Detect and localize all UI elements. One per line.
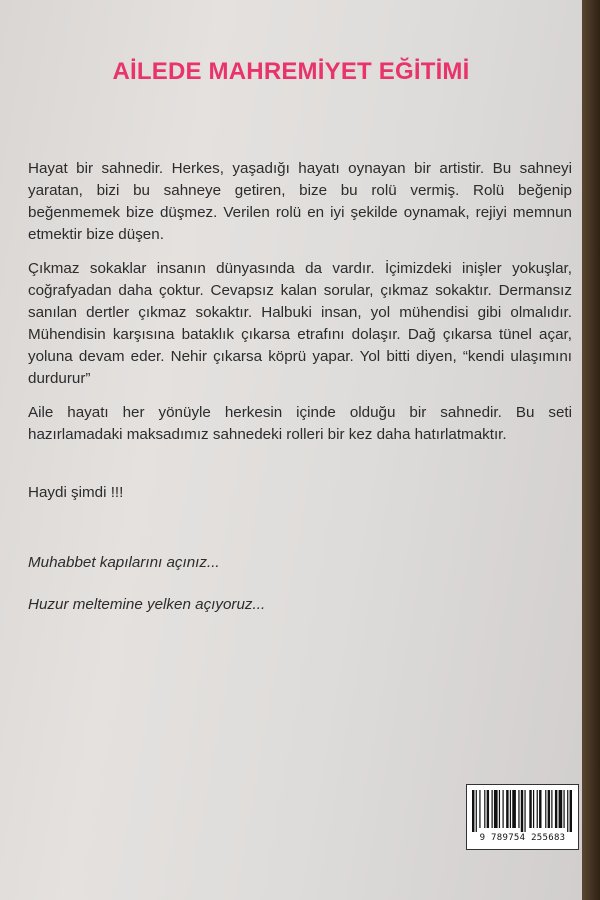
barcode-bar <box>484 790 485 828</box>
barcode-bar <box>476 790 477 832</box>
barcode-bar <box>537 790 538 828</box>
barcode-bar <box>492 790 493 828</box>
barcode-bar <box>570 790 572 832</box>
blurb-paragraph-3: Aile hayatı her yönüyle herkesin içinde olduğu bir sahnedir. Bu seti hazırlamadaki maksadımız sahnedeki rolleri bir kez daha hatırlatmaktır. <box>28 404 572 443</box>
barcode-bar <box>524 790 525 832</box>
barcode-bar <box>487 790 489 828</box>
barcode-icon <box>472 790 572 832</box>
barcode-bar <box>533 790 534 828</box>
barcode-bar <box>539 790 541 828</box>
barcode-bar <box>529 790 531 828</box>
blurb-paragraph-2: Çıkmaz sokaklar insanın dünyasında da vardır. İçimizdeki inişler yokuşlar, coğrafyadan daha çoktur. Cevapsız kalan sorular, çıkmaz sokaktır. Dermansız sanılan dertler çıkmaz sokaktır. Halbuki insan, yol mühendisi gibi olmalıdır. Mühendisin karşısına bataklık çıkarsa etrafını dolaşır. Dağ çıkarsa tünel açar, yoluna devam eder. Nehir çıkarsa köprü yapar. Yol bitti diyen, “kendi ulaşımını durdurur” <box>28 260 572 387</box>
book-title: AİLEDE MAHREMİYET EĞİTİMİ <box>112 58 470 85</box>
barcode-bar <box>548 790 550 828</box>
isbn-number: 9 789754 255683 <box>479 833 566 843</box>
barcode-bar <box>502 790 503 828</box>
barcode-bar <box>472 790 474 832</box>
barcode-bar <box>567 790 568 832</box>
barcode-bar <box>494 790 498 828</box>
barcode-bar <box>518 790 519 828</box>
barcode-bar <box>479 790 480 828</box>
barcode-bar <box>551 790 552 828</box>
barcode-bar <box>506 790 508 828</box>
isbn-barcode <box>466 784 579 850</box>
barcode-bar <box>559 790 563 828</box>
barcode-bar <box>521 790 523 832</box>
blurb-text <box>28 158 572 458</box>
barcode-bar <box>545 790 546 828</box>
barcode-bar <box>563 790 564 828</box>
barcode-bar <box>512 790 516 828</box>
slogan-line-1: Muhabbet kapılarını açınız... <box>28 554 220 571</box>
blurb-paragraph-1: Hayat bir sahnedir. Herkes, yaşadığı hayatı oynayan bir artistir. Bu sahneyi yaratan, bizi bu sahneye getiren, bize bu rolü vermiş. Rolü beğenip beğenmemek bize düşmez. Verilen rolü en iyi şekilde oynamak, rejiyi memnun etmektir bize düşen. <box>28 160 572 243</box>
call-to-action: Haydi şimdi !!! <box>28 484 124 501</box>
barcode-bar <box>555 790 557 828</box>
book-spine-edge <box>582 0 600 900</box>
barcode-bar <box>510 790 511 828</box>
slogan-line-2: Huzur meltemine yelken açıyoruz... <box>28 596 266 613</box>
barcode-bar <box>499 790 500 828</box>
